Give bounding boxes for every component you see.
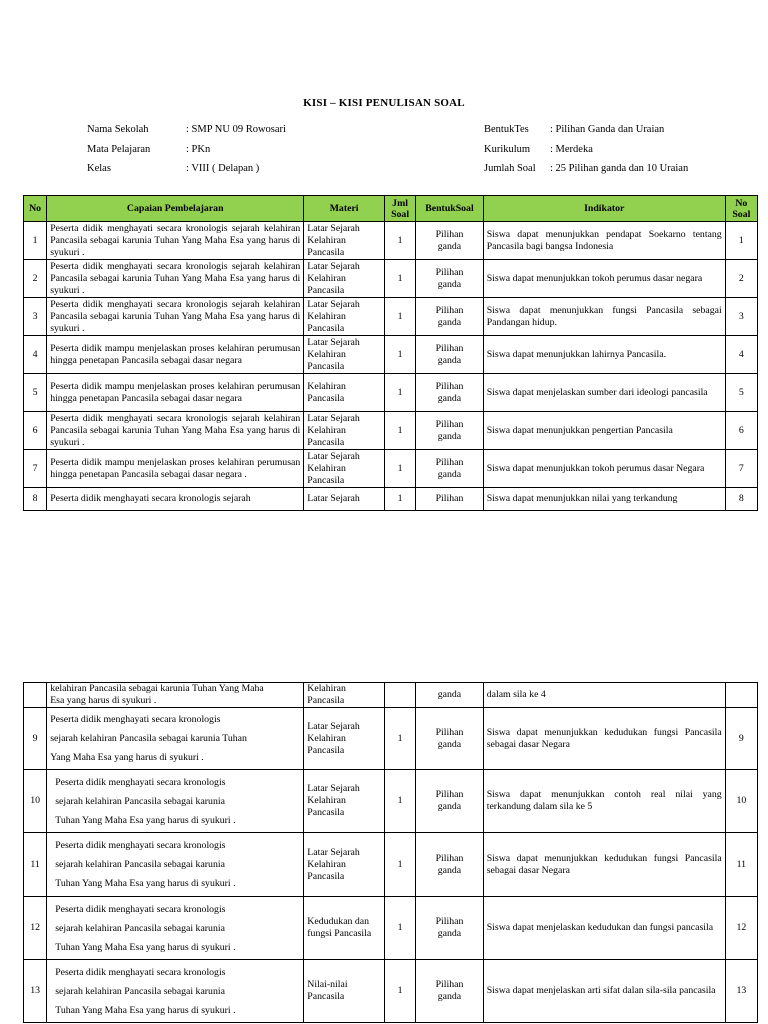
header-no-soal: No Soal — [725, 196, 757, 222]
materi-text: Kelahiran — [307, 348, 346, 360]
table-row — [24, 222, 758, 260]
capaian-text: Peserta didik menghayati secara kronologis — [55, 776, 226, 788]
no-soal-cell — [725, 683, 757, 708]
capaian-text: Peserta didik mampu menjelaskan proses kelahiran perumusan hingga penetapan Pancasila sebagai dasar negara — [50, 380, 301, 404]
jml-soal-cell: 1 — [384, 298, 415, 336]
table-row — [24, 833, 758, 897]
materi-text: Pancasila — [307, 392, 345, 404]
indikator-cell: Siswa dapat menunjukkan kedudukan fungsi Pancasila sebagai dasar Negara — [483, 708, 725, 770]
materi-text: Kelahiran — [307, 424, 346, 436]
header-capaian: Capaian Pembelajaran — [47, 196, 304, 222]
bentuk-soal-text: Pilihan — [435, 380, 464, 392]
indikator-cell: Siswa dapat menunjukkan fungsi Pancasila sebagai Pandangan hidup. — [483, 298, 725, 336]
indikator-cell: Siswa dapat menunjukkan nilai yang terkandung — [483, 488, 725, 511]
table-row — [24, 488, 758, 511]
materi-text: Pancasila — [307, 322, 345, 334]
bentuk-soal-cell — [416, 222, 484, 260]
bentuk-soal-cell — [416, 770, 484, 833]
bentuk-soal-text: Pilihan — [435, 418, 464, 430]
row-number: 6 — [24, 412, 47, 450]
materi-text: Kedudukan dan — [307, 916, 370, 927]
header-indikator: Indikator — [483, 196, 725, 222]
row-number: 9 — [24, 708, 47, 770]
info-value: : 25 Pilihan ganda dan 10 Uraian — [550, 163, 689, 174]
capaian-text: Peserta didik menghayati secara kronologis sejarah kelahiran Pancasila sebagai karunia Tuhan Yang Maha Esa yang harus di syukuri . — [50, 412, 301, 448]
materi-cell — [304, 770, 385, 833]
materi-cell — [304, 412, 385, 450]
bentuk-soal-cell — [416, 374, 484, 412]
capaian-text: kelahiran Pancasila sebagai karunia Tuhan Yang Maha — [50, 683, 264, 694]
indikator-cell: Siswa dapat menunjukkan lahirnya Pancasila. — [483, 336, 725, 374]
bentuk-soal-text: Pilihan — [435, 493, 464, 504]
materi-text: Kelahiran — [307, 795, 346, 806]
indikator-cell: Siswa dapat menunjukkan pendapat Soekarno tentang Pancasila bagi bangsa Indonesia — [483, 222, 725, 260]
materi-text: Kelahiran — [307, 462, 346, 474]
materi-cell — [304, 336, 385, 374]
capaian-text: Peserta didik menghayati secara kronologis sejarah kelahiran Pancasila sebagai karunia Tuhan Yang Maha Esa yang harus di syukuri . — [50, 260, 301, 296]
info-row-subject — [87, 140, 286, 160]
bentuk-soal-text: ganda — [437, 991, 462, 1002]
info-label: Nama Sekolah — [87, 124, 149, 135]
no-soal-cell: 2 — [725, 260, 757, 298]
materi-text: Latar Sejarah — [307, 846, 360, 858]
materi-text: fungsi Pancasila — [307, 928, 372, 939]
capaian-text: Tuhan Yang Maha Esa yang harus di syukuri . — [55, 878, 236, 889]
materi-text: Kelahiran — [307, 272, 346, 284]
capaian-text: sejarah kelahiran Pancasila sebagai karunia — [55, 985, 225, 997]
no-soal-cell: 7 — [725, 450, 757, 488]
no-soal-cell: 13 — [725, 960, 757, 1023]
materi-cell — [304, 488, 385, 511]
row-number: 11 — [24, 833, 47, 897]
capaian-text: sejarah kelahiran Pancasila sebagai karunia — [55, 922, 225, 934]
materi-text: Latar Sejarah — [307, 720, 360, 732]
bentuk-soal-text: Pilihan — [435, 304, 464, 316]
info-label: Kurikulum — [484, 143, 531, 155]
bentuk-soal-text: ganda — [437, 430, 462, 442]
indikator-cell: Siswa dapat menjelaskan sumber dari ideologi pancasila — [483, 374, 725, 412]
capaian-text: sejarah kelahiran Pancasila sebagai karunia — [55, 795, 225, 807]
info-row-test-form — [484, 120, 688, 140]
materi-text: Pancasila — [307, 991, 345, 1002]
header-bentuk-soal: BentukSoal — [416, 196, 484, 222]
materi-text: Latar Sejarah — [307, 298, 360, 310]
row-number: 4 — [24, 336, 47, 374]
materi-text: Kelahiran — [307, 310, 346, 322]
row-number: 13 — [24, 960, 47, 1023]
no-soal-cell: 3 — [725, 298, 757, 336]
indikator-cell: Siswa dapat menunjukkan tokoh perumus dasar Negara — [483, 450, 725, 488]
bentuk-soal-text: ganda — [437, 468, 462, 480]
capaian-cell — [47, 488, 304, 511]
bentuk-soal-text: Pilihan — [435, 789, 464, 800]
materi-text: Kelahiran — [307, 380, 346, 392]
capaian-cell — [47, 833, 304, 897]
row-number: 3 — [24, 298, 47, 336]
bentuk-soal-text: ganda — [437, 801, 462, 812]
materi-text: Kelahiran — [307, 732, 346, 744]
bentuk-soal-text: ganda — [437, 278, 462, 290]
table-row — [24, 412, 758, 450]
info-left — [87, 120, 286, 179]
bentuk-soal-cell — [416, 298, 484, 336]
jml-soal-cell: 1 — [384, 897, 415, 960]
table-row — [24, 298, 758, 336]
bentuk-soal-cell — [416, 683, 484, 708]
header-materi: Materi — [304, 196, 385, 222]
table-header-row — [24, 196, 758, 222]
indikator-cell: Siswa dapat menunjukkan kedudukan fungsi Pancasila sebagai dasar Negara — [483, 833, 725, 897]
materi-cell — [304, 222, 385, 260]
table-row — [24, 374, 758, 412]
jml-soal-cell: 1 — [384, 450, 415, 488]
indikator-cell: Siswa dapat menjelaskan kedudukan dan fungsi pancasila — [483, 897, 725, 960]
bentuk-soal-text: ganda — [437, 689, 462, 700]
materi-text: Kelahiran — [307, 683, 346, 694]
row-number: 12 — [24, 897, 47, 960]
bentuk-soal-text: ganda — [437, 316, 462, 328]
bentuk-soal-cell — [416, 833, 484, 897]
table-row — [24, 683, 758, 708]
info-value: : VIII ( Delapan ) — [186, 163, 260, 174]
capaian-cell — [47, 222, 304, 260]
capaian-text: Tuhan Yang Maha Esa yang harus di syukuri . — [55, 814, 236, 826]
info-label: Jumlah Soal — [484, 163, 536, 174]
capaian-text: Peserta didik menghayati secara kronologis — [55, 966, 226, 978]
info-label: BentukTes — [484, 124, 529, 135]
bentuk-soal-cell — [416, 336, 484, 374]
materi-cell — [304, 260, 385, 298]
materi-text: Pancasila — [307, 695, 345, 706]
capaian-cell — [47, 412, 304, 450]
materi-cell — [304, 450, 385, 488]
info-row-question-count — [484, 159, 688, 179]
materi-text: Pancasila — [307, 246, 345, 258]
bentuk-soal-cell — [416, 708, 484, 770]
info-value: : Merdeka — [550, 143, 593, 155]
table-row — [24, 897, 758, 960]
bentuk-soal-text: ganda — [437, 928, 462, 939]
materi-text: Latar Sejarah — [307, 493, 360, 504]
capaian-cell — [47, 708, 304, 770]
materi-text: Pancasila — [307, 436, 345, 448]
capaian-cell — [47, 683, 304, 708]
materi-text: Pancasila — [307, 360, 345, 372]
no-soal-cell: 12 — [725, 897, 757, 960]
capaian-cell — [47, 260, 304, 298]
materi-text: Kelahiran — [307, 234, 346, 246]
info-label: Kelas — [87, 163, 111, 174]
materi-cell — [304, 374, 385, 412]
materi-text: Pancasila — [307, 870, 345, 882]
capaian-cell — [47, 450, 304, 488]
info-row-school — [87, 120, 286, 140]
no-soal-cell: 11 — [725, 833, 757, 897]
materi-text: Latar Sejarah — [307, 222, 360, 234]
materi-cell — [304, 897, 385, 960]
bentuk-soal-text: ganda — [437, 392, 462, 404]
materi-text: Pancasila — [307, 474, 345, 486]
bentuk-soal-cell — [416, 960, 484, 1023]
jml-soal-cell: 1 — [384, 374, 415, 412]
bentuk-soal-text: Pilihan — [435, 979, 464, 990]
capaian-text: Esa yang harus di syukuri . — [50, 695, 157, 706]
bentuk-soal-text: ganda — [437, 240, 462, 252]
bentuk-soal-text: Pilihan — [435, 266, 464, 278]
capaian-text: Peserta didik menghayati secara kronologis sejarah kelahiran Pancasila sebagai karunia Tuhan Yang Maha Esa yang harus di syukuri . — [50, 298, 301, 334]
bentuk-soal-text: ganda — [437, 864, 462, 876]
header-no: No — [24, 196, 47, 222]
capaian-text: Peserta didik menghayati secara kronologis — [55, 903, 226, 915]
jml-soal-cell: 1 — [384, 260, 415, 298]
materi-cell — [304, 708, 385, 770]
bentuk-soal-text: ganda — [437, 354, 462, 366]
no-soal-cell: 10 — [725, 770, 757, 833]
bentuk-soal-text: Pilihan — [435, 456, 464, 468]
info-row-class — [87, 159, 286, 179]
materi-text: Pancasila — [307, 807, 345, 818]
row-number: 7 — [24, 450, 47, 488]
kisi-table-page1 — [23, 195, 758, 511]
capaian-text: Peserta didik menghayati secara kronologis sejarah kelahiran Pancasila sebagai karunia Tuhan Yang Maha Esa yang harus di syukuri . — [50, 222, 301, 258]
kisi-table-page2 — [23, 682, 758, 1023]
materi-text: Pancasila — [307, 744, 345, 756]
jml-soal-cell: 1 — [384, 336, 415, 374]
info-value: : Pilihan Ganda dan Uraian — [550, 124, 665, 135]
materi-cell — [304, 298, 385, 336]
indikator-cell: Siswa dapat menjelaskan arti sifat dalan sila-sila pancasila — [483, 960, 725, 1023]
table-row — [24, 770, 758, 833]
materi-text: Latar Sejarah — [307, 260, 360, 272]
table-row — [24, 708, 758, 770]
jml-soal-cell: 1 — [384, 833, 415, 897]
row-number: 2 — [24, 260, 47, 298]
bentuk-soal-text: Pilihan — [435, 916, 464, 927]
jml-soal-cell: 1 — [384, 770, 415, 833]
capaian-cell — [47, 336, 304, 374]
bentuk-soal-text: ganda — [437, 738, 462, 750]
capaian-cell — [47, 897, 304, 960]
capaian-text: Tuhan Yang Maha Esa yang harus di syukuri . — [55, 941, 236, 953]
jml-soal-cell: 1 — [384, 708, 415, 770]
bentuk-soal-cell — [416, 412, 484, 450]
bentuk-soal-cell — [416, 450, 484, 488]
capaian-cell — [47, 960, 304, 1023]
bentuk-soal-text: Pilihan — [435, 852, 464, 864]
no-soal-cell: 1 — [725, 222, 757, 260]
indikator-cell: dalam sila ke 4 — [483, 683, 725, 708]
capaian-text: Peserta didik mampu menjelaskan proses kelahiran perumusan hingga penetapan Pancasila sebagai dasar negara . — [50, 456, 301, 480]
row-number: 5 — [24, 374, 47, 412]
table-row — [24, 336, 758, 374]
capaian-text: Peserta didik menghayati secara kronologis — [50, 714, 221, 725]
row-number: 1 — [24, 222, 47, 260]
no-soal-cell: 4 — [725, 336, 757, 374]
materi-cell — [304, 683, 385, 708]
jml-soal-cell: 1 — [384, 488, 415, 511]
no-soal-cell: 9 — [725, 708, 757, 770]
materi-cell — [304, 833, 385, 897]
materi-text: Latar Sejarah — [307, 336, 360, 348]
materi-text: Latar Sejarah — [307, 450, 360, 462]
capaian-cell — [47, 770, 304, 833]
info-value: : SMP NU 09 Rowosari — [186, 124, 286, 135]
no-soal-cell: 5 — [725, 374, 757, 412]
capaian-text: sejarah kelahiran Pancasila sebagai karunia — [55, 859, 225, 870]
materi-cell — [304, 960, 385, 1023]
bentuk-soal-text: Pilihan — [435, 342, 464, 354]
info-label: Mata Pelajaran — [87, 143, 151, 155]
capaian-text: Peserta didik menghayati secara kronologis sejarah — [50, 493, 251, 504]
no-soal-cell: 6 — [725, 412, 757, 450]
row-number — [24, 683, 47, 708]
capaian-text: sejarah kelahiran Pancasila sebagai karunia Tuhan — [50, 733, 247, 744]
materi-text: Nilai-nilai — [307, 979, 348, 990]
no-soal-cell: 8 — [725, 488, 757, 511]
bentuk-soal-cell — [416, 488, 484, 511]
info-value: : PKn — [186, 143, 211, 155]
capaian-text: Peserta didik mampu menjelaskan proses kelahiran perumusan hingga penetapan Pancasila sebagai dasar negara — [50, 342, 301, 366]
capaian-text: Tuhan Yang Maha Esa yang harus di syukuri . — [55, 1004, 236, 1016]
materi-text: Kelahiran — [307, 858, 346, 870]
info-right — [484, 120, 688, 179]
bentuk-soal-text: Pilihan — [435, 726, 464, 738]
capaian-cell — [47, 298, 304, 336]
jml-soal-cell — [384, 683, 415, 708]
jml-soal-cell: 1 — [384, 960, 415, 1023]
materi-text: Latar Sejarah — [307, 412, 360, 424]
bentuk-soal-cell — [416, 897, 484, 960]
info-row-curriculum — [484, 140, 688, 160]
header-jml-soal: Jml Soal — [384, 196, 415, 222]
indikator-cell: Siswa dapat menunjukkan contoh real nilai yang terkandung dalam sila ke 5 — [483, 770, 725, 833]
row-number: 10 — [24, 770, 47, 833]
jml-soal-cell: 1 — [384, 412, 415, 450]
capaian-cell — [47, 374, 304, 412]
materi-text: Pancasila — [307, 284, 345, 296]
row-number: 8 — [24, 488, 47, 511]
bentuk-soal-text: Pilihan — [435, 228, 464, 240]
indikator-cell: Siswa dapat menunjukkan tokoh perumus dasar negara — [483, 260, 725, 298]
table-row — [24, 450, 758, 488]
indikator-cell: Siswa dapat menunjukkan pengertian Pancasila — [483, 412, 725, 450]
table-row — [24, 260, 758, 298]
materi-text: Latar Sejarah — [307, 783, 360, 794]
table-row — [24, 960, 758, 1023]
jml-soal-cell: 1 — [384, 222, 415, 260]
bentuk-soal-cell — [416, 260, 484, 298]
capaian-text: Yang Maha Esa yang harus di syukuri . — [50, 752, 204, 763]
page-title: KISI – KISI PENULISAN SOAL — [303, 97, 465, 109]
capaian-text: Peserta didik menghayati secara kronologis — [55, 840, 226, 851]
